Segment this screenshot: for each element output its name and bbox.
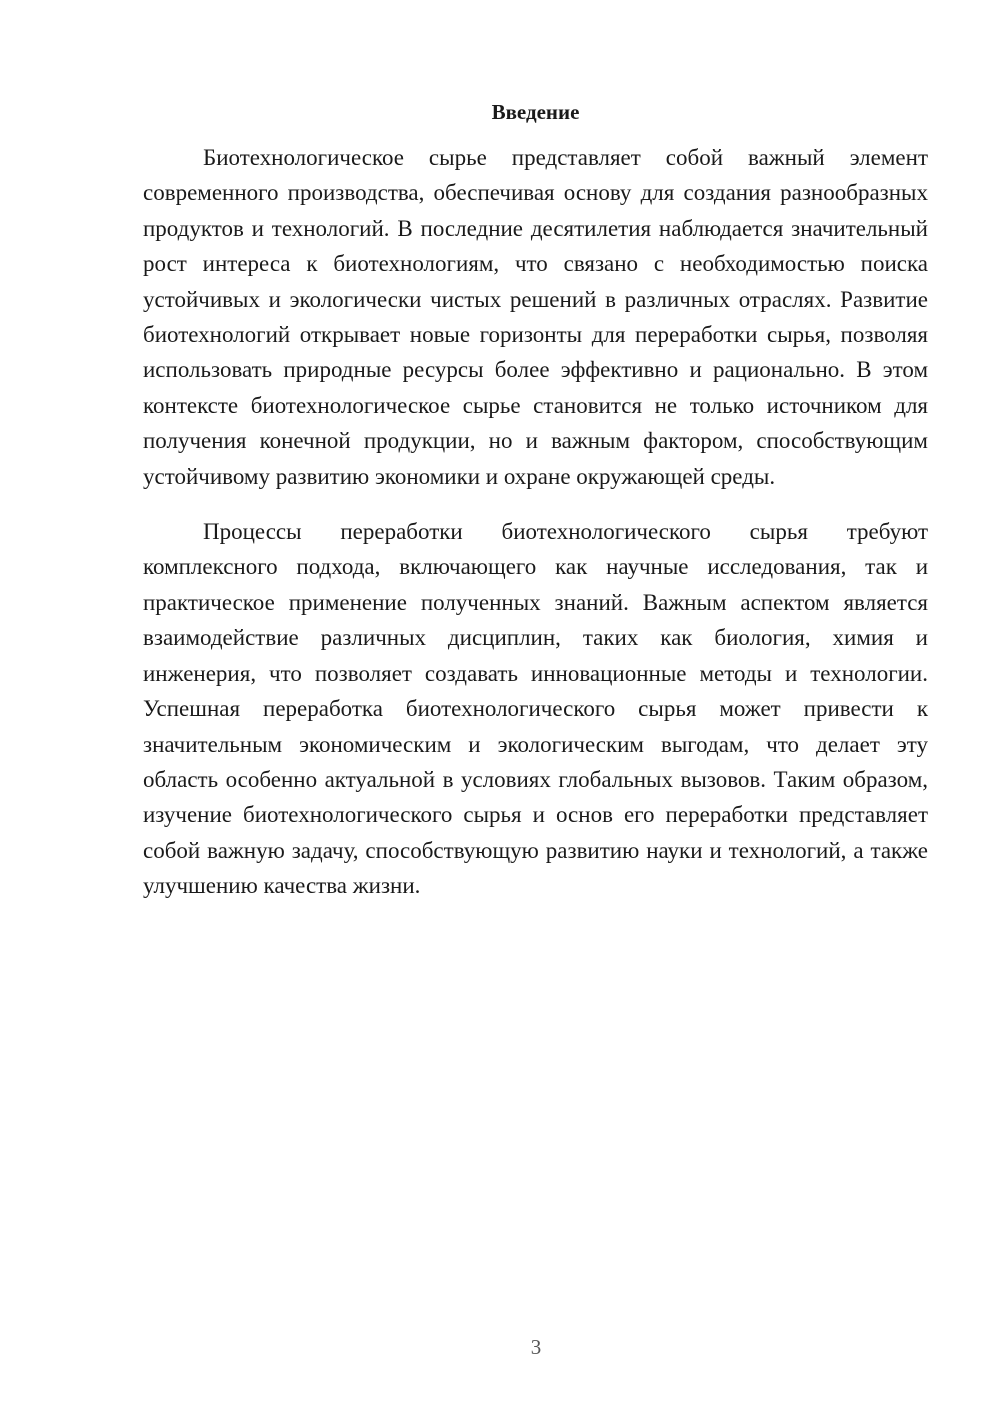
paragraph-processing: Процессы переработки биотехнологического сырья требуют комплексного подхода, включающего как научные исследования, так и практическое применение полученных знаний. Важным аспектом является взаимодействие различных дисциплин, таких как биология, химия и инженерия, что позволяет создавать инновационные методы и технологии. Успешная переработка биотехнологического сырья может привести к значительным экономическим и экологическим выгодам, что делает эту область особенно актуальной в условиях глобальных вызовов. Таким образом, изучение биотехнологического сырья и основ его переработки представляет собой важную задачу, способствующую развитию науки и технологий, а также улучшению качества жизни. [143, 519, 928, 899]
paragraph-intro: Биотехнологическое сырье представляет собой важный элемент современного производства, обеспечивая основу для создания разнообразных продуктов и технологий. В последние десятилетия наблюдается значительный рост интереса к биотехнологиям, что связано с необходимостью поиска устойчивых и экологически чистых решений в различных отраслях. Развитие биотехнологий открывает новые горизонты для переработки сырья, позволяя использовать природные ресурсы более эффективно и рационально. В этом контексте биотехнологическое сырье становится не только источником для получения конечной продукции, но и важным фактором, способствующим устойчивому развитию экономики и охране окружающей среды. [143, 145, 928, 489]
page-number: 3 [530, 1335, 542, 1359]
page-content [143, 96, 928, 904]
section-heading: Введение [491, 100, 580, 124]
